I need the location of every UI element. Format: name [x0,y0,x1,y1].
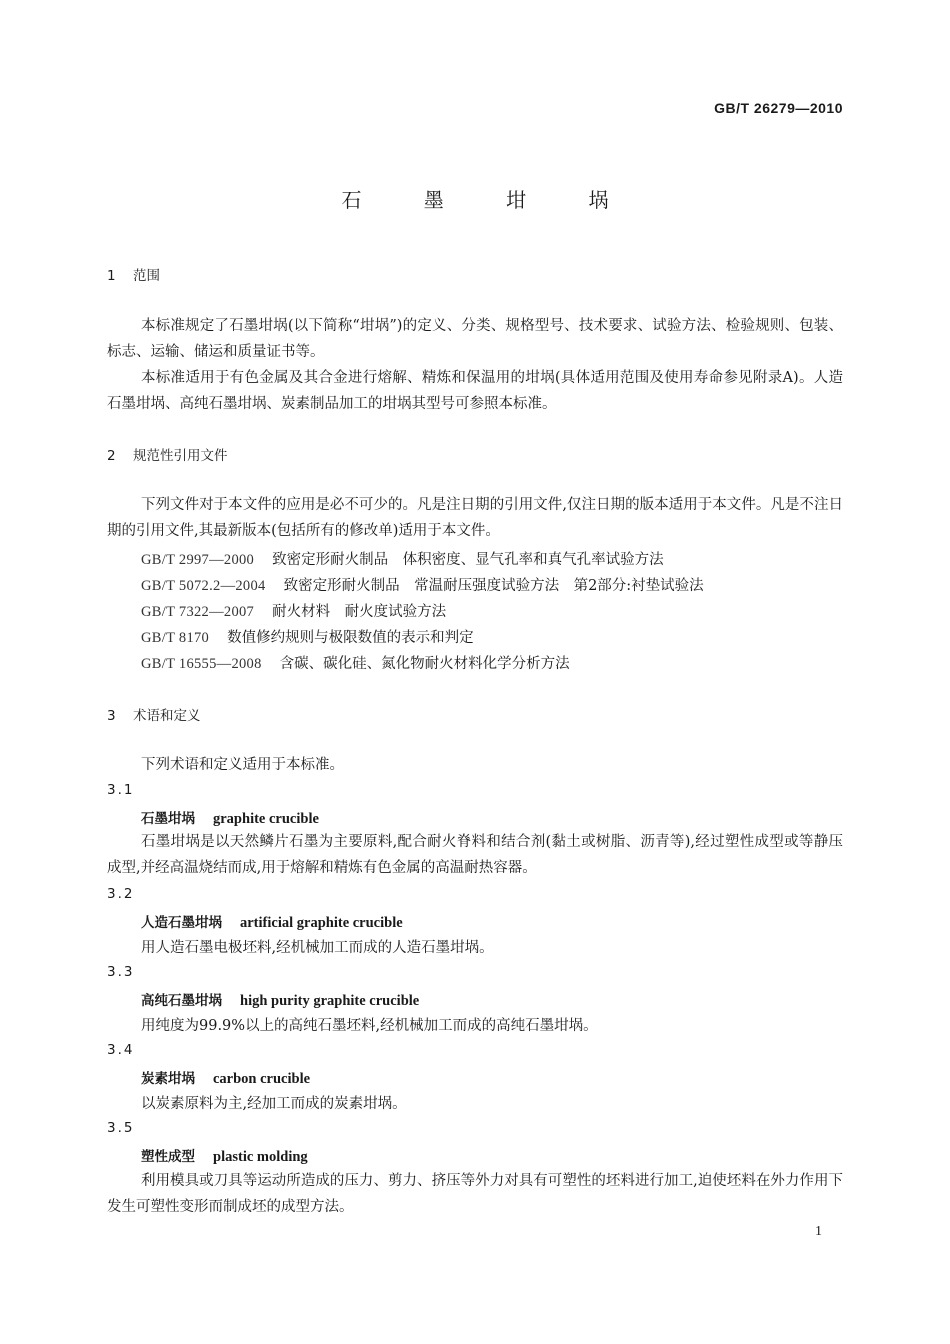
term-definition: 用纯度为99.9%以上的高纯石墨坯料,经机械加工而成的高纯石墨坩埚。 [141,1018,598,1034]
term-name [141,807,319,828]
section-number: 2 [107,448,116,464]
page-number: 1 [815,1224,822,1239]
term-definition: 石墨坩埚是以天然鳞片石墨为主要原料,配合耐火脊料和结合剂(黏土或树脂、沥青等),经过塑性成型或等静压成型,并经高温烧结而成,用于熔解和精炼有色金属的高温耐热容器。 [107,834,843,876]
reference-title: 耐火材料 耐火度试验方法 [272,604,447,620]
reference-code: GB/T 2997—2000 [141,552,255,568]
term-number: 3.4 [107,1042,135,1058]
section-2-heading [107,444,228,464]
term-name-en: graphite crucible [213,811,319,827]
section-number: 1 [107,268,116,284]
section-number: 3 [107,708,116,724]
section-2-intro: 下列文件对于本文件的应用是必不可少的。凡是注日期的引用文件,仅注日期的版本适用于本文件。凡是不注日期的引用文件,其最新版本(包括所有的修改单)适用于本文件。 [107,497,843,539]
section-3-intro: 下列术语和定义适用于本标准。 [141,757,344,773]
term-name-en: high purity graphite crucible [240,993,420,1009]
term-definition: 以炭素原料为主,经加工而成的炭素坩埚。 [141,1096,407,1112]
term-number: 3.5 [107,1120,135,1136]
section-1-paragraph-2: 本标准适用于有色金属及其合金进行熔解、精炼和保温用的坩埚(具体适用范围及使用寿命参见附录A)。人造石墨坩埚、高纯石墨坩埚、炭素制品加工的坩埚其型号可参照本标准。 [107,370,843,412]
section-1-paragraph-1: 本标准规定了石墨坩埚(以下简称“坩埚”)的定义、分类、规格型号、技术要求、试验方法、检验规则、包装、标志、运输、储运和质量证书等。 [107,318,843,360]
reference-code: GB/T 16555—2008 [141,656,262,672]
term-name-zh: 塑性成型 [141,1149,195,1165]
reference-code: GB/T 5072.2—2004 [141,578,266,594]
term-definition: 利用模具或刀具等运动所造成的压力、剪力、挤压等外力对具有可塑性的坯料进行加工,迫使坯料在外力作用下发生可塑性变形而制成坯的成型方法。 [107,1173,843,1215]
term-name [141,1067,310,1088]
reference-item [141,574,704,595]
term-number: 3.1 [107,782,135,798]
reference-title: 致密定形耐火制品 体积密度、显气孔率和真气孔率试验方法 [272,552,664,568]
document-title: 石 墨 坩 埚 [341,188,637,212]
reference-code: GB/T 8170 [141,630,210,646]
section-3-heading [107,704,201,724]
term-definition: 用人造石墨电极坯料,经机械加工而成的人造石墨坩埚。 [141,940,494,956]
term-name-zh: 高纯石墨坩埚 [141,993,222,1009]
standard-code: GB/T 26279—2010 [714,100,843,116]
reference-title: 含碳、碳化硅、氮化物耐火材料化学分析方法 [279,656,570,672]
reference-title: 数值修约规则与极限数值的表示和判定 [227,630,474,646]
section-1-heading [107,264,160,284]
term-name-en: artificial graphite crucible [240,915,403,931]
section-title: 范围 [133,268,160,284]
term-number: 3.3 [107,964,135,980]
section-title: 规范性引用文件 [133,448,228,464]
term-number: 3.2 [107,886,135,902]
term-name-en: plastic molding [213,1149,308,1165]
reference-item [141,626,474,647]
reference-item [141,600,446,621]
term-name-en: carbon crucible [213,1071,311,1087]
reference-item [141,652,570,673]
term-name [141,911,403,932]
term-name [141,989,419,1010]
term-name-zh: 石墨坩埚 [141,811,195,827]
term-name [141,1145,308,1166]
term-name-zh: 人造石墨坩埚 [141,915,222,931]
reference-code: GB/T 7322—2007 [141,604,255,620]
term-name-zh: 炭素坩埚 [141,1071,195,1087]
section-title: 术语和定义 [133,708,201,724]
reference-title: 致密定形耐火制品 常温耐压强度试验方法 第2部分:衬垫试验法 [283,578,704,594]
reference-item [141,548,664,569]
